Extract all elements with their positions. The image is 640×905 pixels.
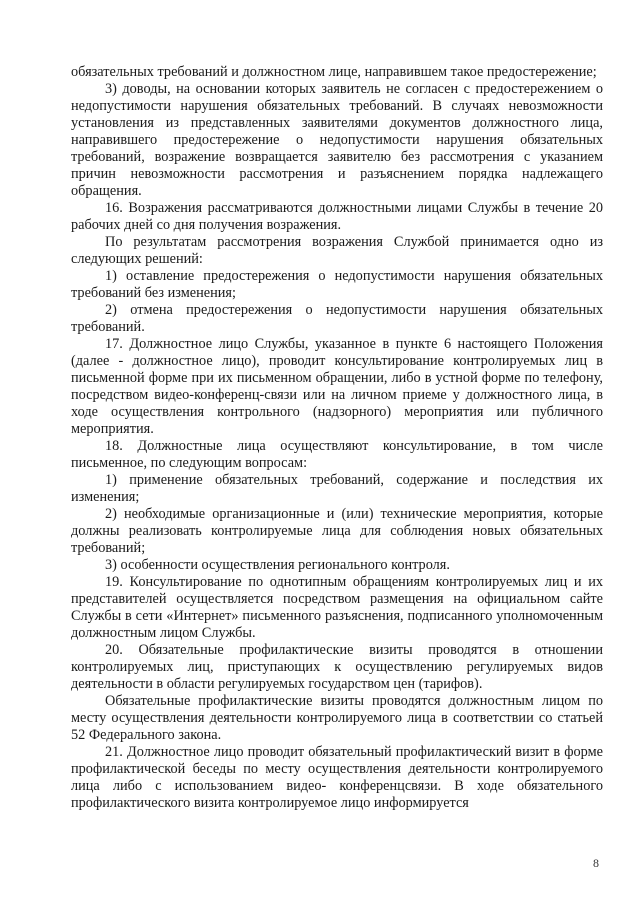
paragraph: 3) доводы, на основании которых заявитель не согласен с предостережением о недопустимости нарушения обязательных требований. В случаях невозможности установления из представленных заявителями документов должностного лица, направившего предостережение о недопустимости нарушения обязательных требований, возражение возвращается заявителю без рассмотрения с указанием причин невозможности рассмотрения и разъяснением порядка надлежащего обращения. bbox=[71, 81, 603, 199]
document-body bbox=[71, 64, 603, 812]
paragraph: 18. Должностные лица осуществляют консультирование, в том числе письменное, по следующим вопросам: bbox=[71, 438, 603, 471]
paragraph: 2) отмена предостережения о недопустимости нарушения обязательных требований. bbox=[71, 302, 603, 335]
paragraph: обязательных требований и должностном лице, направившем такое предостережение; bbox=[71, 64, 597, 80]
paragraph: 3) особенности осуществления регионального контроля. bbox=[105, 557, 450, 573]
paragraph: 1) оставление предостережения о недопустимости нарушения обязательных требований без изменения; bbox=[71, 268, 603, 301]
paragraph: 20. Обязательные профилактические визиты проводятся в отношении контролируемых лиц, приступающих к осуществлению регулируемых видов деятельности в области регулируемых государством цен (тарифов). bbox=[71, 642, 603, 692]
page-number: 8 bbox=[593, 856, 599, 870]
paragraph: 1) применение обязательных требований, содержание и последствия их изменения; bbox=[71, 472, 603, 505]
paragraph: 2) необходимые организационные и (или) технические мероприятия, которые должны реализовать контролируемые лица для соблюдения новых обязательных требований; bbox=[71, 506, 603, 556]
paragraph: Обязательные профилактические визиты проводятся должностным лицом по месту осуществления деятельности контролируемого лица в соответствии со статьей 52 Федерального закона. bbox=[71, 693, 603, 743]
paragraph: 17. Должностное лицо Службы, указанное в пункте 6 настоящего Положения (далее - должностное лицо), проводит консультирование контролируемых лиц в письменной форме при их письменном обращении, либо в устной форме по телефону, посредством видео-конференц-связи или на личном приеме у должностного лица, в ходе осуществления контрольного (надзорного) мероприятия или публичного мероприятия. bbox=[71, 336, 603, 437]
paragraph: 19. Консультирование по однотипным обращениям контролируемых лиц и их представителей осуществляется посредством размещения на официальном сайте Службы в сети «Интернет» письменного разъяснения, подписанного уполномоченным должностным лицом Службы. bbox=[71, 574, 603, 641]
paragraph: 16. Возражения рассматриваются должностными лицами Службы в течение 20 рабочих дней со дня получения возражения. bbox=[71, 200, 603, 233]
paragraph: 21. Должностное лицо проводит обязательный профилактический визит в форме профилактической беседы по месту осуществления деятельности контролируемого лица либо с использованием видео- конференцсвязи. В ходе обязательного профилактического визита контролируемое лицо информируется bbox=[71, 744, 603, 811]
paragraph: По результатам рассмотрения возражения Службой принимается одно из следующих решений: bbox=[71, 234, 603, 267]
